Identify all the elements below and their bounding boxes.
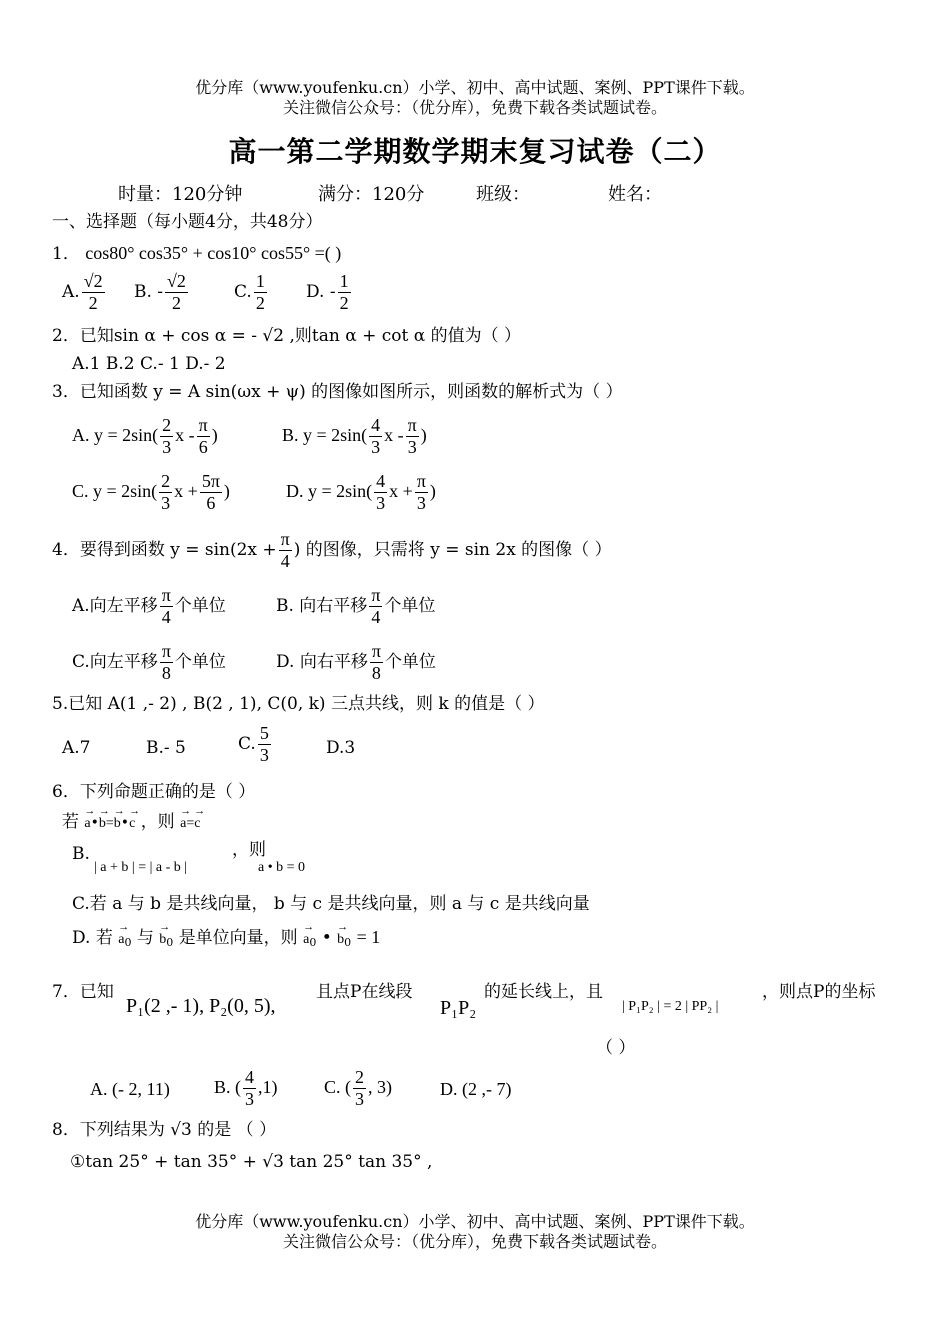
- q6-option-c: C.若 a 与 b 是共线向量， b 与 c 是共线向量，则 a 与 c 是共线向量: [72, 894, 590, 914]
- q7-answer-paren: （ ）: [596, 1038, 636, 1058]
- question-4: [52, 530, 612, 571]
- q3-option-a: [72, 416, 218, 457]
- q4-c-pre: C.向左平移: [72, 651, 158, 672]
- time-info: 时量：120分钟: [118, 184, 243, 205]
- q7-pre: 7．已知: [52, 982, 114, 1002]
- q3-c-n1: 2: [161, 471, 171, 491]
- q6-d-vec3: → a: [303, 933, 309, 947]
- q6-option-b-result: [258, 858, 305, 875]
- question-2: 2．已知sin α + cos α = - √2 ,则tan α + cot α 的值为（ ）: [52, 326, 522, 346]
- q3-c-pre: C. y = 2sin(: [72, 480, 158, 501]
- q4-d-d: 8: [371, 662, 381, 683]
- q4-b-pre: B. 向右平移: [276, 595, 368, 616]
- q6-a-vec4: → c: [129, 817, 135, 831]
- q7-b-den: 3: [245, 1088, 254, 1109]
- q5-c-num: 5: [259, 723, 269, 743]
- q1-b-label: B. -: [134, 281, 164, 302]
- q3-a-mid: x -: [175, 424, 195, 445]
- q6-d-vec4: → b: [337, 933, 344, 947]
- q3-a-d2: 6: [198, 436, 208, 457]
- question-3: 3．已知函数 y = A sin(ωx + ψ) 的图像如图所示，则函数的解析式为（ ）: [52, 382, 623, 402]
- q6-option-d: [72, 928, 380, 948]
- q3-d-d1: 3: [376, 492, 386, 513]
- q3-b-pre: B. y = 2sin(: [282, 424, 368, 445]
- q1-a-label: A.: [62, 281, 80, 302]
- q4-c-n: π: [161, 641, 171, 661]
- q7-c-num: 2: [355, 1067, 364, 1087]
- q6-option-b-then: ，则: [232, 840, 266, 860]
- q6-d-sub4: 0: [344, 936, 352, 949]
- q3-d-n2: π: [416, 471, 426, 491]
- q1-c-num: 1: [255, 271, 265, 291]
- question-1: [52, 244, 341, 263]
- header-line-2: 关注微信公众号：（优分库），免费下载各类试题试卷。: [282, 98, 667, 117]
- score-info: 满分：120分: [318, 184, 425, 205]
- q7-c-pre: C. (: [324, 1076, 351, 1097]
- q7-b-post: ,1): [258, 1076, 278, 1097]
- q1-d-den: 2: [339, 292, 349, 313]
- q6-a-eq2: =: [186, 816, 195, 831]
- q4-b-post: 个单位: [384, 595, 436, 616]
- q5-option-a: A.7: [62, 738, 91, 758]
- q1-a-den: 2: [88, 292, 98, 313]
- q6-a-dot2: •: [120, 815, 130, 831]
- q3-b-n1: 4: [371, 415, 381, 435]
- question-8: 8．下列结果为 √3 的是 （ ）: [52, 1120, 277, 1140]
- q1-b-num: √2: [167, 271, 186, 291]
- q6-d-pre: D. 若: [72, 928, 113, 948]
- q3-d-post: ): [429, 480, 436, 501]
- q6-b-label: B.: [72, 844, 90, 864]
- q4-option-b: [276, 586, 435, 627]
- q4-d-post: 个单位: [384, 651, 436, 672]
- q7-mid1: 且点P在线段: [316, 982, 413, 1002]
- q1-option-c: [234, 272, 269, 313]
- q7-option-b: [214, 1068, 278, 1109]
- q7-option-a: A. (- 2, 11): [90, 1079, 170, 1099]
- q4-option-a: [72, 586, 226, 627]
- q4-option-d: [276, 642, 436, 683]
- q3-d-n1: 4: [376, 471, 386, 491]
- q4-a-d: 4: [161, 606, 171, 627]
- q6-option-b-expr: [94, 858, 187, 875]
- footer-line-2: 关注微信公众号：（优分库），免费下载各类试题试卷。: [282, 1232, 667, 1251]
- q5-option-d: D.3: [326, 738, 356, 758]
- q5-c-den: 3: [259, 744, 269, 765]
- q3-b-mid: x -: [384, 424, 404, 445]
- q6-d-sub3: 0: [309, 936, 317, 949]
- q1-b-den: 2: [171, 292, 181, 313]
- q4-a-pre: A.向左平移: [72, 595, 158, 616]
- q1-c-label: C.: [234, 281, 252, 302]
- q6-d-sub2: 0: [166, 936, 174, 949]
- q7-option-d: D. (2 ,- 7): [440, 1079, 512, 1099]
- q3-a-post: ): [211, 424, 218, 445]
- q7-c-post: , 3): [368, 1076, 392, 1097]
- q4-d: 4: [280, 550, 290, 571]
- q4-b-d: 4: [371, 606, 381, 627]
- q6-a-vec1: → a: [84, 817, 90, 831]
- q1-option-b: [134, 272, 190, 313]
- q3-a-n1: 2: [162, 415, 172, 435]
- q4-a-n: π: [161, 585, 171, 605]
- q6-d-vec2: → b: [159, 933, 166, 947]
- q3-b-d1: 3: [371, 436, 381, 457]
- q1-a-num: √2: [83, 271, 103, 291]
- q1-expression: cos80° cos35° + cos10° cos55° =( ): [85, 243, 342, 263]
- q7-post: ，则点P的坐标: [762, 982, 876, 1002]
- q1-option-a: [62, 272, 107, 313]
- q1-number: 1．: [52, 244, 80, 264]
- q4-c-post: 个单位: [174, 651, 226, 672]
- q4-c-d: 8: [161, 662, 171, 683]
- q7-points: P₁(2 ,- 1), P₂(0, 5),: [126, 995, 276, 1017]
- q6-a-eq: =: [105, 816, 114, 831]
- q3-a-n2: π: [198, 415, 208, 435]
- q7-condition: | P₁P₂ | = 2 | PP₂ |: [622, 999, 719, 1014]
- q3-option-d: [286, 472, 436, 513]
- q5-option-b: B.- 5: [146, 738, 186, 758]
- q5-c-label: C.: [238, 733, 256, 754]
- q8-item-1: ①tan 25° + tan 35° + √3 tan 25° tan 35° ,: [70, 1152, 433, 1172]
- q6-a-mid: ，则: [140, 812, 175, 832]
- q5-option-c: [238, 724, 273, 765]
- page-title: 高一第二学期数学期末复习试卷（二）: [228, 135, 722, 168]
- q6-d-dot: •: [321, 928, 332, 948]
- q3-b-post: ): [420, 424, 427, 445]
- question-5: 5.已知 A(1 ,- 2) , B(2 , 1), C(0, k) 三点共线，则 k 的值是（ ）: [52, 694, 545, 714]
- header-line-1: 优分库（www.youfenku.cn）小学、初中、高中试题、案例、PPT课件下载。: [195, 78, 755, 97]
- q4-a-post: 个单位: [174, 595, 226, 616]
- q4-d-n: π: [371, 641, 381, 661]
- q3-option-c: [72, 472, 230, 513]
- q6-a-vec2: → b: [99, 817, 106, 831]
- q6-a-pre: 若: [62, 812, 79, 832]
- q3-a-d1: 3: [162, 436, 172, 457]
- q6-d-mid1: 与: [136, 928, 154, 948]
- q7-b-num: 4: [245, 1067, 254, 1087]
- q4-b-n: π: [371, 585, 381, 605]
- q3-c-d2: 6: [206, 492, 216, 513]
- q3-d-d2: 3: [416, 492, 426, 513]
- q7-c-den: 3: [355, 1088, 364, 1109]
- q3-a-pre: A. y = 2sin(: [72, 424, 159, 445]
- q1-option-d: [306, 272, 353, 313]
- q4-option-c: [72, 642, 226, 683]
- section-heading: 一、选择题（每小题4分，共48分）: [52, 212, 323, 232]
- q3-b-n2: π: [407, 415, 417, 435]
- q6-d-mid2: 是单位向量，则: [178, 928, 298, 948]
- q6-a-vec5: → a: [180, 817, 186, 831]
- q1-c-den: 2: [255, 292, 265, 313]
- q2-options: A.1 B.2 C.- 1 D.- 2: [72, 354, 226, 374]
- q4-d-pre: D. 向右平移: [276, 651, 368, 672]
- question-6: 6．下列命题正确的是（ ）: [52, 782, 256, 802]
- name-field: 姓名：: [608, 184, 662, 205]
- q4-n: π: [280, 529, 290, 549]
- q1-d-num: 1: [339, 271, 349, 291]
- q6-b-expr: | a + b | = | a - b |: [94, 860, 188, 875]
- q3-option-b: [282, 416, 427, 457]
- q7-option-c: [324, 1068, 392, 1109]
- q6-a-vec3: → b: [114, 817, 121, 831]
- q6-d-vec1: → a: [118, 933, 124, 947]
- class-field: 班级：: [476, 184, 530, 205]
- q6-a-dot1: •: [90, 815, 99, 831]
- q7-b-pre: B. (: [214, 1076, 241, 1097]
- q4-post: ) 的图像，只需将 y = sin 2x 的图像（ ）: [293, 539, 612, 560]
- q3-d-pre: D. y = 2sin(: [286, 480, 373, 501]
- q3-c-post: ): [223, 480, 230, 501]
- q7-mid2: 的延长线上，且: [484, 982, 603, 1002]
- q3-c-d1: 3: [161, 492, 171, 513]
- q4-pre: 4．要得到函数 y = sin(2x +: [52, 539, 277, 560]
- q7-segment: P₁P₂: [440, 997, 477, 1019]
- q3-c-n2: 5π: [201, 471, 220, 491]
- q6-b-result: a • b = 0: [258, 860, 306, 875]
- q6-d-sub1: 0: [124, 936, 132, 949]
- footer-line-1: 优分库（www.youfenku.cn）小学、初中、高中试题、案例、PPT课件下载。: [195, 1212, 755, 1231]
- q6-option-b: [72, 846, 90, 863]
- q6-a-vec6: → c: [194, 817, 200, 831]
- q3-b-d2: 3: [407, 436, 417, 457]
- q6-d-result: = 1: [356, 927, 381, 947]
- q3-c-mid: x +: [174, 480, 198, 501]
- q1-d-label: D. -: [306, 281, 336, 302]
- q3-d-mid: x +: [389, 480, 413, 501]
- q6-option-a: [62, 814, 200, 831]
